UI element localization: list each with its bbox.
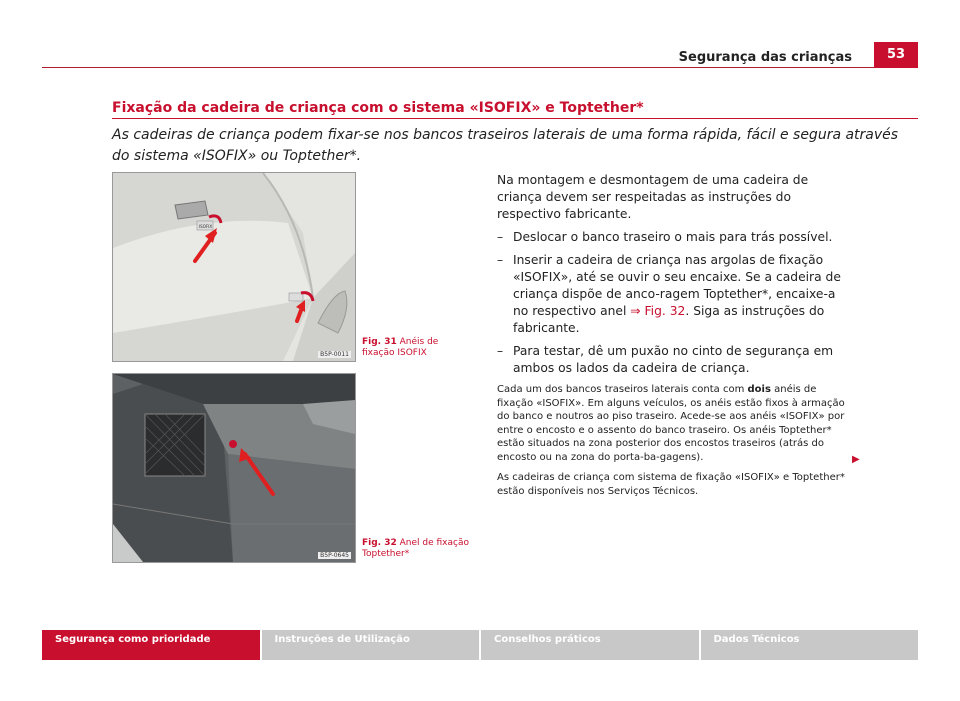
instruction-step xyxy=(497,229,853,246)
chapter-title: Segurança das crianças xyxy=(678,50,852,65)
lead-paragraph: Na montagem e desmontagem de uma cadeira de criança devem ser respeitadas as instruções do respectivo fabricante. xyxy=(497,173,809,221)
footer-tab-instructions[interactable]: Instruções de Utilização xyxy=(262,630,480,660)
isofix-tag-label: ISOFIX xyxy=(199,224,213,229)
section-rule xyxy=(112,118,918,119)
toptether-trunk-illustration xyxy=(113,374,355,562)
step-dash: – xyxy=(497,253,504,267)
body-text xyxy=(497,172,853,505)
figure-caption-text: Anel de fixação Toptether* xyxy=(362,538,469,559)
step-dash: – xyxy=(497,230,504,244)
footer-tab-safety[interactable]: Segurança como prioridade xyxy=(42,630,260,660)
info-text: Cada um dos bancos traseiros laterais conta com xyxy=(497,384,748,395)
figure-number: Fig. 32 xyxy=(362,538,397,548)
figure-isofix-rings xyxy=(112,172,356,362)
footer-tab-tips[interactable]: Conselhos práticos xyxy=(481,630,699,660)
instruction-step xyxy=(497,343,853,377)
step-text: Para testar, dê um puxão no cinto de segurança em ambos os lados da cadeira de criança. xyxy=(513,344,834,375)
step-text: Deslocar o banco traseiro o mais para trás possível. xyxy=(513,230,833,244)
info-text-bold: dois xyxy=(747,384,771,395)
page-number: 53 xyxy=(874,42,918,68)
intro-text: As cadeiras de criança podem fixar-se nos bancos traseiros laterais de uma forma rápida, fácil e segura através do sistema «ISOFIX» ou Toptether*. xyxy=(112,127,899,164)
footer-navigation xyxy=(42,630,918,660)
figure-caption-text: Anéis de fixação ISOFIX xyxy=(362,337,439,358)
info-text: anéis de fixação «ISOFIX». Em alguns veículos, os anéis estão fixos à armação do banco e noutros ao piso traseiro. Acede-se aos anéis «ISOFIX» por entre o encosto e o assento do banco traseiro. Os anéis Toptether* estão situados na zona posterior dos encostos traseiros (atrás do encosto ou na zona do porta-ba-gagens). xyxy=(497,384,845,463)
figure-number: Fig. 31 xyxy=(362,337,397,347)
section-title: Fixação da cadeira de criança com o sistema «ISOFIX» e Toptether* xyxy=(112,100,644,116)
info-paragraph xyxy=(497,383,853,464)
figure-code: B5P-0645 xyxy=(320,552,349,559)
header-rule xyxy=(42,67,918,68)
figure-toptether-ring xyxy=(112,373,356,563)
footer-tab-technical-data[interactable]: Dados Técnicos xyxy=(701,630,919,660)
info-paragraph: As cadeiras de criança com sistema de fixação «ISOFIX» e Toptether* estão disponíveis nos Serviços Técnicos. xyxy=(497,472,845,497)
step-text: Inserir a cadeira de criança nas argolas de fixação «ISOFIX», até se ouvir o seu encaixe. Se a cadeira de criança dispõe de anco-ragem Toptether*, encaixe-a no respectivo anel xyxy=(513,253,841,318)
figure-caption xyxy=(362,337,472,359)
figure-code: B5P-0011 xyxy=(320,351,349,358)
step-text: . Siga as instruções do fabricante. xyxy=(513,304,825,335)
instruction-step xyxy=(497,252,853,337)
section-end-arrow-icon: ▶ xyxy=(852,454,860,465)
figure-caption xyxy=(362,538,472,560)
figure-reference-link[interactable]: ⇒ Fig. 32 xyxy=(630,304,686,318)
isofix-seat-illustration xyxy=(113,173,355,361)
step-dash: – xyxy=(497,344,504,358)
